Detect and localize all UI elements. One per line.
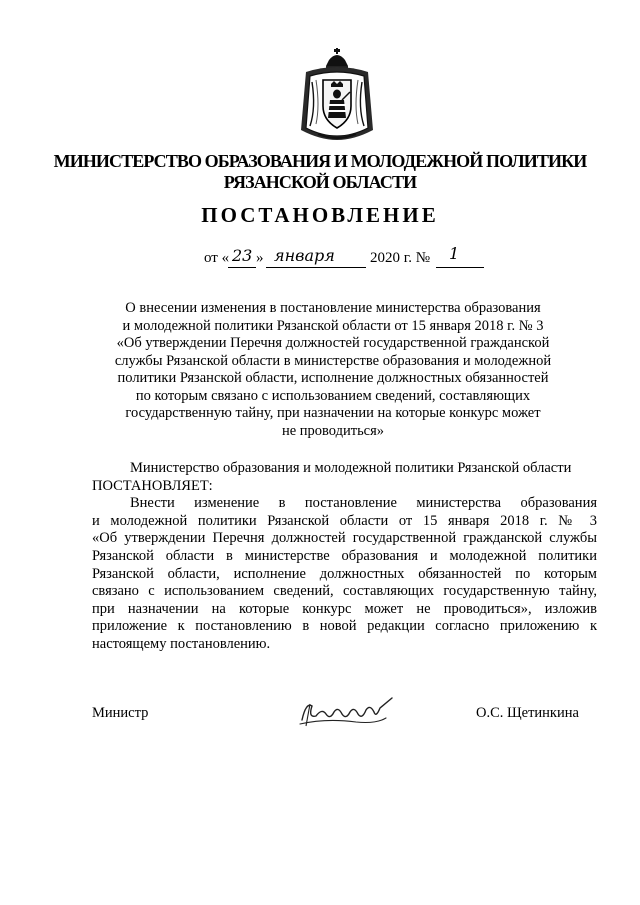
document-body [92, 460, 597, 654]
body-intro: Министерство образования и молодежной политики Рязанской области [130, 460, 572, 476]
document-subject [92, 300, 574, 440]
handwritten-signature-icon [296, 692, 400, 730]
body-paragraph-line: связано с использованием сведений, составляющих государственную тайну, [92, 583, 597, 600]
subject-line: государственную тайну, при назначении на которые конкурс может [125, 405, 541, 421]
date-year-number-label: 2020 г. № [370, 250, 431, 266]
date-prefix: от « [204, 250, 230, 266]
body-paragraph-line: Рязанской области, исполнение должностных обязанностей по которым [92, 565, 597, 582]
body-paragraph-line: приложение к постановлению в новой редакции согласно приложению к [92, 618, 597, 635]
date-line [204, 244, 504, 272]
subject-line: не проводиться» [281, 422, 385, 439]
date-day: 23 [232, 246, 253, 265]
month-underline [266, 267, 366, 268]
number-underline [436, 267, 484, 268]
day-underline [228, 267, 256, 268]
subject-line: службы Рязанской области в министерстве образования и молодежной [114, 352, 552, 369]
body-paragraph-line: при назначении на которые конкурс может не проводиться», изложив [92, 600, 597, 617]
document-number: 1 [449, 244, 460, 263]
signatory-role: Министр [92, 705, 149, 721]
coat-of-arms-icon [296, 48, 378, 144]
ministry-name-line1: МИНИСТЕРСТВО ОБРАЗОВАНИЯ И МОЛОДЕЖНОЙ ПОЛИТИКИ [53, 151, 587, 171]
body-paragraph-line: Рязанской области в министерстве образования и молодежной политики [92, 547, 597, 564]
subject-line: по которым связано с использованием сведений, составляющих [135, 387, 531, 404]
body-paragraph-line: «Об утверждении Перечня должностей государственной гражданской службы [92, 530, 597, 547]
date-separator: » [256, 250, 264, 266]
date-month: января [274, 246, 335, 265]
body-paragraph-line: Внести изменение в постановление министерства образования [130, 495, 597, 512]
body-paragraph-line: настоящему постановлению. [92, 635, 271, 652]
document-type-title: ПОСТАНОВЛЕНИЕ [201, 203, 439, 227]
subject-line: и молодежной политики Рязанской области от 15 января 2018 г. № 3 [122, 317, 544, 334]
body-resolves: ПОСТАНОВЛЯЕТ: [92, 477, 213, 494]
subject-line: «Об утверждении Перечня должностей государственной гражданской [116, 335, 550, 351]
subject-line: политики Рязанской области, исполнение должностных обязанностей [117, 370, 549, 386]
body-paragraph-line: и молодежной политики Рязанской области от 15 января 2018 г. № 3 [92, 512, 597, 529]
signatory-name: О.С. Щетинкина [476, 705, 579, 721]
ministry-name-line2: РЯЗАНСКОЙ ОБЛАСТИ [223, 172, 417, 192]
subject-line: О внесении изменения в постановление министерства образования [125, 300, 541, 316]
